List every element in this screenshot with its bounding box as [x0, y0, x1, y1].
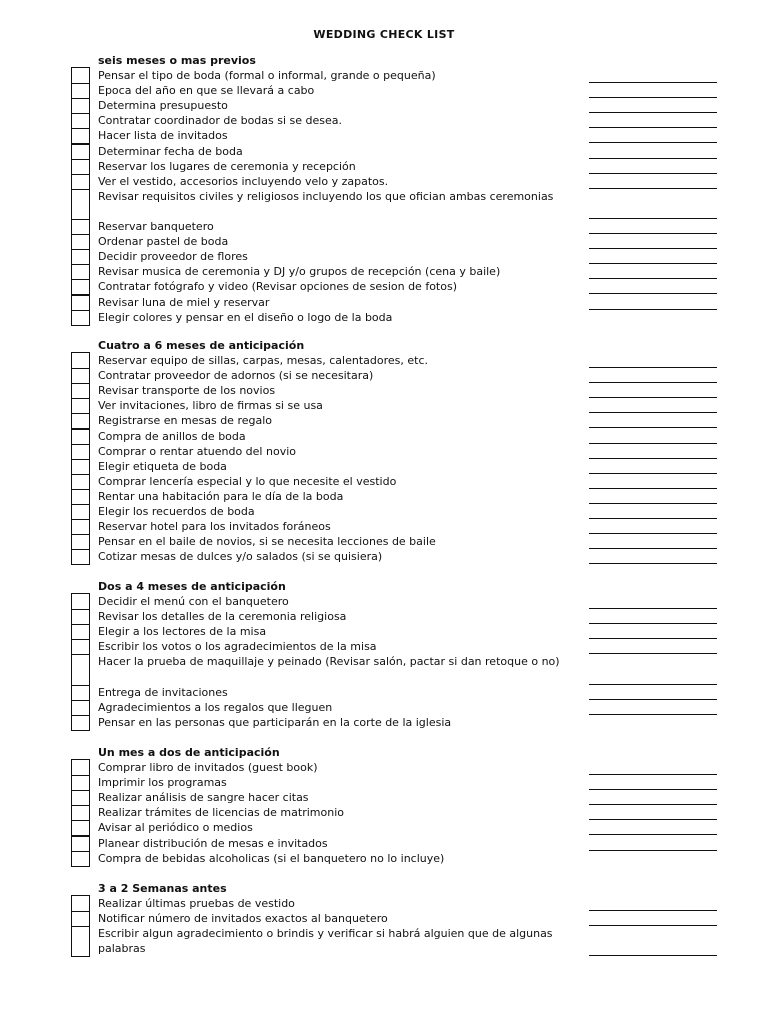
- checkbox[interactable]: [71, 249, 90, 265]
- checkbox[interactable]: [71, 429, 90, 445]
- checkbox[interactable]: [71, 534, 90, 550]
- checklist-item: [0, 144, 768, 159]
- checkbox[interactable]: [71, 805, 90, 821]
- checkbox[interactable]: [71, 489, 90, 505]
- item-text: Rentar una habitación para le día de la boda: [98, 489, 344, 503]
- checkbox[interactable]: [71, 83, 90, 99]
- checkbox[interactable]: [71, 775, 90, 791]
- item-text: Ver invitaciones, libro de firmas si se usa: [98, 399, 323, 413]
- item-text: Cotizar mesas de dulces y/o salados (si se quisiera): [98, 550, 383, 564]
- checkbox[interactable]: [71, 113, 90, 129]
- checklist-item: [0, 413, 768, 428]
- checklist-item: [0, 83, 768, 98]
- item-text: Realizar trámites de licencias de matrimonio: [98, 806, 344, 820]
- item-text: Comprar libro de invitados (guest book): [98, 761, 318, 774]
- item-text: Reservar los lugares de ceremonia y recepción: [98, 159, 356, 173]
- checkbox[interactable]: [71, 836, 90, 852]
- item-text: Realizar últimas pruebas de vestido: [98, 897, 295, 910]
- checkbox[interactable]: [71, 98, 90, 114]
- item-text: Pensar el tipo de boda (formal o informal, grande o pequeña): [98, 69, 436, 82]
- checklist-item: [0, 639, 768, 654]
- item-text: Contratar coordinador de bodas si se desea.: [98, 114, 343, 128]
- item-text: Reservar hotel para los invitados foráneos: [98, 520, 331, 534]
- checklist-item: [0, 820, 768, 835]
- checklist-item: [0, 249, 768, 264]
- checkbox[interactable]: [71, 264, 90, 280]
- item-text: Ver el vestido, accesorios incluyendo velo y zapatos.: [98, 174, 389, 188]
- item-text: Revisar transporte de los novios: [98, 384, 276, 398]
- checklist-item: [0, 685, 768, 700]
- checkbox[interactable]: [71, 700, 90, 716]
- checkbox[interactable]: [71, 234, 90, 250]
- checkbox[interactable]: [71, 820, 90, 836]
- checkbox[interactable]: [71, 926, 90, 957]
- checkbox[interactable]: [71, 189, 90, 220]
- checkbox[interactable]: [71, 352, 90, 369]
- checkbox[interactable]: [71, 310, 90, 326]
- checklist-item: [0, 896, 768, 911]
- checklist-item: [0, 474, 768, 489]
- item-text: Contratar proveedor de adornos (si se necesitara): [98, 369, 374, 383]
- item-text: Compra de anillos de boda: [98, 429, 246, 443]
- checklist-item: [0, 128, 768, 143]
- checklist-item: [0, 775, 768, 790]
- checkbox[interactable]: [71, 624, 90, 640]
- checklist-item: [0, 760, 768, 775]
- checkbox[interactable]: [71, 715, 90, 731]
- checklist-item: [0, 911, 768, 926]
- checkbox[interactable]: [71, 444, 90, 460]
- checkbox[interactable]: [71, 174, 90, 190]
- checklist-item: [0, 926, 768, 956]
- item-text: Reservar banquetero: [98, 220, 214, 233]
- checkbox[interactable]: [71, 159, 90, 175]
- checklist-item: [0, 549, 768, 564]
- item-text: Decidir proveedor de flores: [98, 250, 248, 264]
- item-text: Escribir algun agradecimiento o brindis y verificar si habrá alguien que de algunas palabras: [98, 927, 553, 956]
- checklist-item: [0, 609, 768, 624]
- item-text: Revisar luna de miel y reservar: [98, 295, 270, 309]
- checkbox[interactable]: [71, 219, 90, 235]
- checklist-item: [0, 534, 768, 549]
- section-heading: Un mes a dos de anticipación: [98, 746, 280, 759]
- checkbox[interactable]: [71, 368, 90, 384]
- item-text: Ordenar pastel de boda: [98, 235, 229, 249]
- checklist-item: [0, 700, 768, 715]
- checkbox[interactable]: [71, 851, 90, 867]
- item-text: Realizar análisis de sangre hacer citas: [98, 791, 309, 805]
- item-text: Hacer lista de invitados: [98, 129, 228, 143]
- item-text: Determina presupuesto: [98, 99, 228, 113]
- item-text: Revisar los detalles de la ceremonia religiosa: [98, 610, 347, 624]
- item-text: Notificar número de invitados exactos al banquetero: [98, 912, 388, 926]
- item-text: Imprimir los programas: [98, 776, 227, 790]
- checkbox[interactable]: [71, 144, 90, 160]
- checklist-item: [0, 310, 768, 325]
- checklist-item: [0, 805, 768, 820]
- checklist-item: [0, 459, 768, 474]
- checklist-item: [0, 519, 768, 534]
- checkbox[interactable]: [71, 128, 90, 144]
- checklist-item: [0, 353, 768, 368]
- checkbox[interactable]: [71, 895, 90, 912]
- item-text: Decidir el menú con el banquetero: [98, 595, 289, 608]
- item-text: Epoca del año en que se llevará a cabo: [98, 84, 315, 98]
- checkbox[interactable]: [71, 279, 90, 295]
- checklist-item: [0, 98, 768, 113]
- checklist-item: [0, 594, 768, 609]
- checklist-item: [0, 174, 768, 189]
- checkbox[interactable]: [71, 474, 90, 490]
- section-heading: seis meses o mas previos: [98, 54, 256, 67]
- checklist-item: [0, 398, 768, 413]
- checkbox[interactable]: [71, 593, 90, 610]
- document-title: WEDDING CHECK LIST: [313, 28, 455, 41]
- item-text: Contratar fotógrafo y video (Revisar opciones de sesion de fotos): [98, 280, 457, 294]
- write-in-line: [589, 955, 717, 956]
- item-text: Hacer la prueba de maquillaje y peinado (Revisar salón, pactar si dan retoque o no): [98, 655, 560, 669]
- item-text: Comprar lencería especial y lo que necesite el vestido: [98, 474, 397, 488]
- checkbox[interactable]: [71, 549, 90, 565]
- checklist-item: [0, 295, 768, 310]
- checkbox[interactable]: [71, 504, 90, 520]
- checklist-item: [0, 429, 768, 444]
- item-text: Determinar fecha de boda: [98, 144, 243, 158]
- item-text: Comprar o rentar atuendo del novio: [98, 444, 296, 458]
- item-text: Elegir los recuerdos de boda: [98, 505, 255, 518]
- checklist-item: [0, 383, 768, 398]
- item-text: Pensar en el baile de novios, si se necesita lecciones de baile: [98, 535, 436, 549]
- checkbox[interactable]: [71, 398, 90, 414]
- checklist-item: [0, 836, 768, 851]
- checkbox[interactable]: [71, 413, 90, 429]
- item-text: Agradecimientos a los regalos que lleguen: [98, 700, 333, 714]
- checklist-item: [0, 489, 768, 504]
- item-text: Elegir colores y pensar en el diseño o logo de la boda: [98, 310, 393, 324]
- item-text: Planear distribución de mesas e invitados: [98, 836, 328, 850]
- checklist-item: [0, 159, 768, 174]
- checklist-item: [0, 219, 768, 234]
- checkbox[interactable]: [71, 519, 90, 535]
- section-heading: Dos a 4 meses de anticipación: [98, 580, 286, 593]
- checklist-item: [0, 790, 768, 805]
- checkbox[interactable]: [71, 654, 90, 685]
- checklist-item: [0, 624, 768, 639]
- checkbox[interactable]: [71, 459, 90, 475]
- section-heading: Cuatro a 6 meses de anticipación: [98, 339, 305, 352]
- item-text: Pensar en las personas que participarán en la corte de la iglesia: [98, 715, 452, 729]
- checkbox[interactable]: [71, 383, 90, 399]
- item-text: Avisar al periódico o medios: [98, 821, 253, 835]
- checkbox[interactable]: [71, 911, 90, 927]
- checkbox[interactable]: [71, 790, 90, 806]
- checklist-item: [0, 715, 768, 730]
- checkbox[interactable]: [71, 759, 90, 776]
- checklist-item: [0, 654, 768, 684]
- checklist-item: [0, 444, 768, 459]
- checkbox[interactable]: [71, 609, 90, 625]
- item-text: Escribir los votos o los agradecimientos de la misa: [98, 640, 377, 654]
- item-text: Revisar requisitos civiles y religiosos incluyendo los que ofician ambas ceremonias: [98, 189, 554, 203]
- item-text: Registrarse en mesas de regalo: [98, 414, 273, 428]
- section-heading: 3 a 2 Semanas antes: [98, 882, 227, 895]
- checklist-item: [0, 279, 768, 294]
- checkbox[interactable]: [71, 295, 90, 311]
- checklist-item: [0, 234, 768, 249]
- item-text: Entrega de invitaciones: [98, 685, 228, 699]
- checklist-item: [0, 368, 768, 383]
- item-text: Revisar musica de ceremonia y DJ y/o grupos de recepción (cena y baile): [98, 265, 501, 279]
- checkbox[interactable]: [71, 685, 90, 701]
- checklist-item: [0, 113, 768, 128]
- item-text: Reservar equipo de sillas, carpas, mesas, calentadores, etc.: [98, 354, 428, 367]
- checkbox[interactable]: [71, 639, 90, 655]
- item-text: Compra de bebidas alcoholicas (si el banquetero no lo incluye): [98, 851, 445, 865]
- checklist-item: [0, 68, 768, 83]
- write-in-line: [589, 563, 717, 564]
- checkbox[interactable]: [71, 67, 90, 84]
- checklist-item: [0, 264, 768, 279]
- checklist-item: [0, 189, 768, 219]
- item-text: Elegir a los lectores de la misa: [98, 625, 267, 639]
- checklist-item: [0, 504, 768, 519]
- checklist-item: [0, 851, 768, 866]
- item-text: Elegir etiqueta de boda: [98, 459, 227, 473]
